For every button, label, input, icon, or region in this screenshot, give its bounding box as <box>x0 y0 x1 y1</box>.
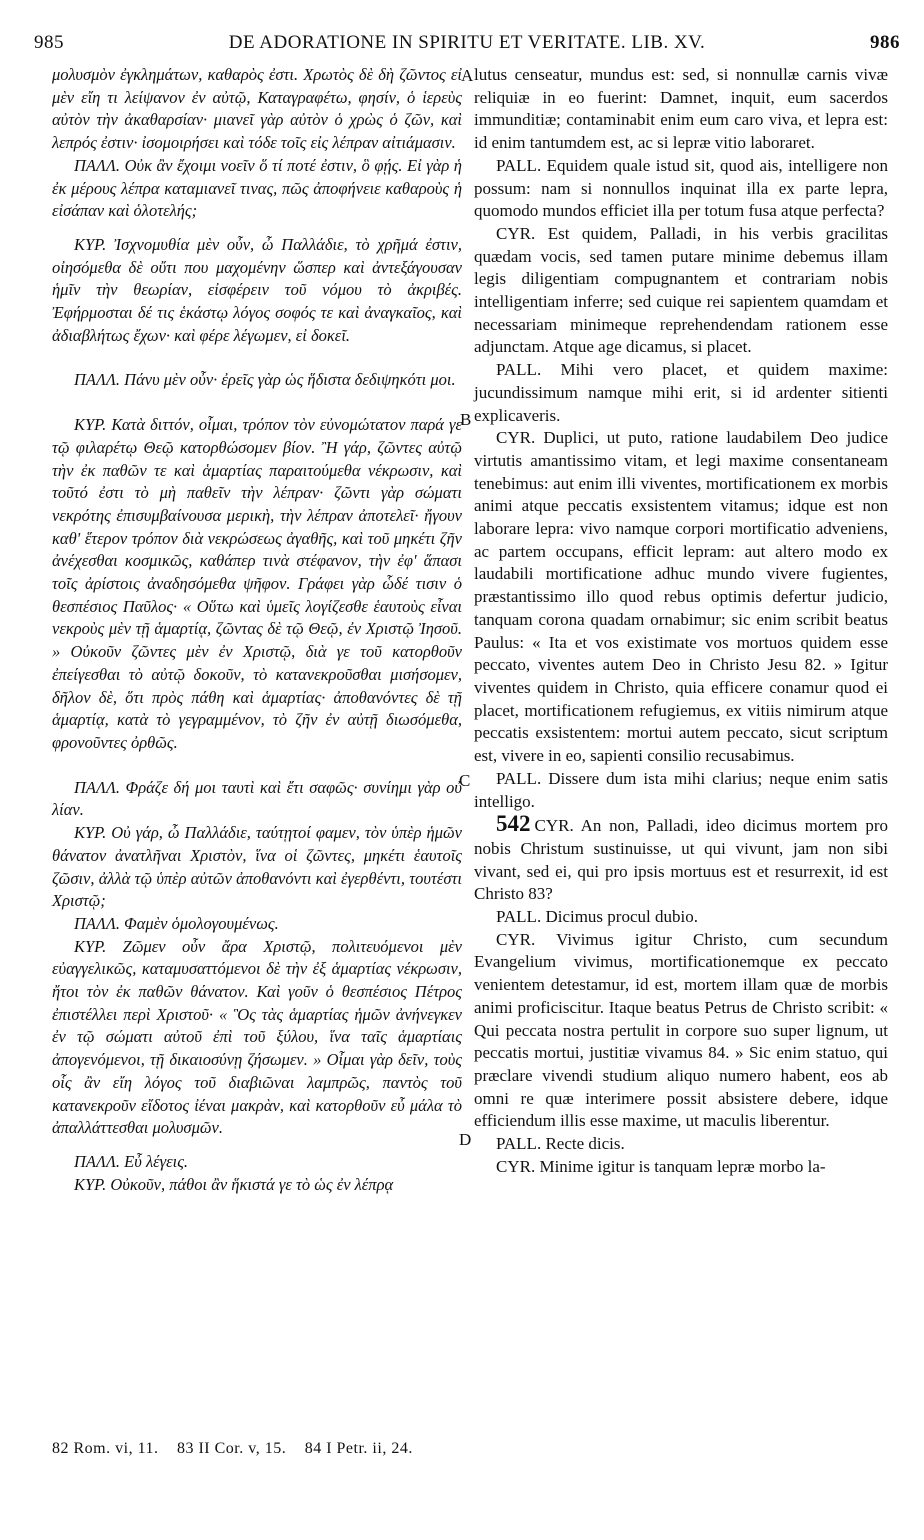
footnote: 84 I Petr. ii, 24. <box>304 1440 413 1457</box>
marginal-letter-a: A <box>461 66 474 85</box>
greek-paragraph: ΠΑΛΛ. Εὖ λέγεις. <box>74 1151 189 1171</box>
greek-paragraph: ΠΑΛΛ. Φράζε δή μοι ταυτὶ καὶ ἔτι σαφῶς· συνίημι γὰρ οὐ λίαν. <box>52 777 462 820</box>
latin-paragraph: PALL. Dissere dum ista mihi clarius; neque enim satis intelligo. <box>474 768 888 811</box>
greek-column <box>52 64 462 1196</box>
footnotes <box>52 1440 427 1458</box>
footnote: 82 Rom. vi, 11. <box>52 1440 159 1457</box>
latin-paragraph: CYR. Est quidem, Palladi, in his verbis gracilitas quædam vocis, sed tamen putare minime debemus illam legis diligentiam compugnantem et contrariam nobis intelligentiam inferre; sed cuique rei sapientem quamdam et necessariam minimeque reprehendendam rationem esse adjunctam. Atque age dicamus, si placet. <box>474 223 888 357</box>
latin-column <box>474 64 888 1178</box>
greek-paragraph: μολυσμὸν ἐγκλημάτων, καθαρὸς ἐστι. Χρωτὸς δὲ δὴ ζῶντος εἰ μὲν εἴη τι λείψανον ἐν αὐτῷ, Καταγραφέτω, φησίν, ὁ ἱερεὺς αὐτὸν τὴν ἀκαθαρσίαν· μιανεῖ γὰρ αὐτὸν ὁ χρὼς ὁ ζῶν, καὶ λεπρός ἐστιν· ἰσομοιρήσει καὶ τόδε τοῖς εἰς λέπραν αἰτιάμασιν. <box>52 65 462 153</box>
greek-paragraph: ΠΑΛΛ. Πάνυ μὲν οὖν· ἐρεῖς γὰρ ὡς ἥδιστα δεδιψηκότι μοι. <box>74 370 456 390</box>
page-number-left: 985 <box>34 32 64 53</box>
latin-paragraph: CYR. Minime igitur is tanquam lepræ morbo la- <box>496 1156 826 1176</box>
latin-paragraph-marked <box>474 813 888 906</box>
greek-paragraph: ΚΥΡ. Οὐκοῦν, πάθοι ἂν ἥκιστά γε τὸ ὡς ἐν λέπρᾳ <box>74 1174 394 1194</box>
marginal-letter-c: C <box>459 771 471 790</box>
marginal-letter-d: D <box>459 1130 472 1149</box>
marginal-letter-b: B <box>460 410 472 429</box>
page-number-right: 986 <box>870 32 900 53</box>
column-number-marker: 542 <box>496 811 531 837</box>
latin-paragraph: CYR. Duplici, ut puto, ratione laudabilem Deo judice virtutis amantissimo vitam, et legi maxime consentaneam tenebimus: aut enim illi viventes, mortificationem ex morbis animi atque peccatis exsistentem vitamus; idque est non laborare lepra: vivo namque corpori mortificatio adveniens, ac partem occupans, efficit lepram: aut altero modo ex laudabili mortificatione adhuc mundo vivere fugientes, præstantissimo illo quod rebus optimis defertur judicio, tanquam corona quadam ornabimur; sic enim scribit beatus Paulus: « Ita et vos existimate vos mortuos quidem esse peccato, viventes autem Deo in Christo Jesu 82. » Igitur viventes quidem in Christo, quia efficere conamur quod ei placet, mortificationem refugiemus, ex vitiis nimirum atque peccatis exsistentem: mortui autem peccato, sicut scriptum est, vivere in eo, sapienti consilio recusabimus. <box>474 428 888 766</box>
greek-paragraph: ΚΥΡ. Κατὰ διττόν, οἶμαι, τρόπον τὸν εὐνομώτατον παρά γε τῷ φιλαρέτῳ Θεῷ κατορθώσομεν βίον. Ἢ γάρ, ζῶντες αὐτῷ τὴν ἐκ παθῶν τε καὶ ἁμαρτίας παραιτούμεθα νέκρωσιν, καὶ τοῦτό ἐστι τὸ μὴ παθεῖν τὴν λέπραν· ζῶντι γὰρ σώματι νεκρότης ἐπισυμβαίνουσα μερικὴ, τὴν λέπραν ἀποτελεῖ· ἤγουν καθ' ἕτερον τρόπον διὰ νεκρώσεως ἀγαθῆς, καὶ τοῦ μηκέτι ζῆν ἀνέχεσθαι κοσμικῶς, καθάπερ τινὰ στέφανον, τὴν ἐφ' ἅπασι τοῖς ἀρίστοις ἀναδησόμεθα ψῆφον. Γράφει γὰρ ὧδέ τισιν ὁ θεσπέσιος Παῦλος· « Οὕτω καὶ ὑμεῖς λογίζεσθε ἑαυτοὺς εἶναι νεκροὺς μὲν τῇ ἁμαρτίᾳ, ζῶντας δὲ τῷ Θεῷ, ἐν Χριστῷ Ἰησοῦ. » Οὐκοῦν ζῶντες μὲν ἐν Χριστῷ, διὰ γε τοῦ κατορθοῦν ἐπείγεσθαι τὸ αὐτῷ δοκοῦν, τὸ κατανεκροῦσθαι μισήσομεν, δῆλον δὲ, ὅτι πρὸς πάθη καὶ ἁμαρτίας· ἀποθανόντες δὲ τῇ ἁμαρτίᾳ, κατὰ τὸ γεγραμμένον, τὸ ζῆν ἐν αὐτῇ διωσόμεθα, φρονοῦντες ὀρθῶς. <box>52 415 462 752</box>
latin-paragraph: PALL. Mihi vero placet, et quidem maxime: jucundissimum namque mihi erit, si id ardenter sitienti explicaveris. <box>474 360 888 425</box>
running-title: DE ADORATIONE IN SPIRITU ET VERITATE. LIB. XV. <box>228 32 706 53</box>
greek-paragraph: ΚΥΡ. Ζῶμεν οὖν ἄρα Χριστῷ, πολιτευόμενοι μὲν εὐαγγελικῶς, καταμυσαττόμενοι δὲ τὴν ἐξ ἁμαρτίας νέκρωσιν, ἤτοι τὸν ἐκ παθῶν θάνατον. Καὶ γοῦν ὁ θεσπέσιος Πέτρος ἐπιστέλλει περὶ Χριστοῦ· « Ὃς τὰς ἁμαρτίας ἡμῶν ἀνήνεγκεν ἐν τῷ σώματι αὐτοῦ ἐπὶ τοῦ ξύλου, ἵνα ταῖς ἁμαρτίαις ἀπογενόμενοι, τῇ δικαιοσύνῃ ζήσωμεν. » Οἶμαι γὰρ δεῖν, τοὺς οἷς ἂν εἴη λόγος τοῦ διαβιῶναι λαμπρῶς, παντὸς τοῦ κατανεκροῦν εἴδοτος ἰέναι μακρὰν, καὶ κατορθοῦν εὖ μάλα τὸ ἀπαλλάττεσθαι μολυσμῶν. <box>52 936 462 1138</box>
greek-paragraph: ΠΑΛΛ. Φαμὲν ὁμολογουμένως. <box>74 913 279 933</box>
latin-paragraph: PALL. Recte dicis. <box>496 1134 625 1154</box>
latin-paragraph: lutus censeatur, mundus est: sed, si nonnullæ carnis vivæ reliquiæ in eo fuerint: Damnet, inquit, eum sacerdos immunditiæ; contaminabit enim eum caro viva, et lepra est: id enim tantumdem est, ac si lepræ vitio laboraret. <box>474 65 888 153</box>
running-header <box>34 32 900 62</box>
latin-paragraph-text: CYR. An non, Palladi, ideo dicimus mortem pro nobis Christum sustinuisse, ut qui vivunt, jam non sibi vivant, sed ei, qui pro ipsis mortuus est et resurrexit, id est Christo 83? <box>474 816 888 904</box>
latin-paragraph: CYR. Vivimus igitur Christo, cum secundum Evangelium vivimus, mortificationemque ex peccato venientem detestamur, id est, mortem illam quæ de morbis animi proficiscitur. Itaque beatus Petrus de Christo scribit: « Qui peccata nostra pertulit in corpore suo super lignum, ut peccatis mortui, justitiæ vivamus 84. » Sic enim statuo, qui præclare vivendi studium aliquo numero habent, eos ab omni re quæ interimere possit absistere debere, idque efficiendum illis esse maxime, ut maculis liberentur. <box>474 929 888 1131</box>
footnote: 83 II Cor. v, 15. <box>176 1440 287 1457</box>
greek-paragraph: ΠΑΛΛ. Οὐκ ἂν ἔχοιμι νοεῖν ὅ τί ποτέ ἐστιν, ὃ φῄς. Εἰ γὰρ ἡ ἐκ μέρους λέπρα καταμιανεῖ τινας, πῶς ἀποφήνειε καθαροὺς ἡ εἰσάπαν καὶ ὁλοτελής; <box>52 155 462 221</box>
greek-paragraph: ΚΥΡ. Ἰσχνομυθία μὲν οὖν, ὦ Παλλάδιε, τὸ χρῆμά ἐστιν, οἰησόμεθα δὲ οὔτι που μαχομένην ὥσπερ καὶ ἀντεξάγουσαν ἡμῖν τὴν θεωρίαν, εἰσφέρειν τοῦ νόμου τὸ ἀκριβές. Ἐφήρμοσται δέ τις ἑκάστῳ λόγος σοφός τε καὶ ἀναγκαῖος, καὶ ἀδιαβλήτως ἔχων· καὶ φέρε λέγωμεν, εἰ δοκεῖ. <box>52 234 462 345</box>
latin-paragraph: PALL. Dicimus procul dubio. <box>496 907 698 927</box>
latin-paragraph: PALL. Equidem quale istud sit, quod ais, intelligere non possum: nam si nonnullos inquinat illa ex parte lepra, quomodo mundos efficiet illa per totum fusa atque perfecta? <box>474 155 888 221</box>
greek-paragraph: ΚΥΡ. Οὐ γάρ, ὦ Παλλάδιε, ταύτῃτοί φαμεν, τὸν ὑπὲρ ἡμῶν θάνατον ἀνατλῆναι Χριστὸν, ἵνα οἱ ζῶντες, μηκέτι ἑαυτοῖς ζῶσιν, ἀλλὰ τῷ ὑπὲρ αὐτῶν ἀποθανόντι καὶ ἐγερθέντι, τουτέστι Χριστῷ; <box>52 823 462 911</box>
